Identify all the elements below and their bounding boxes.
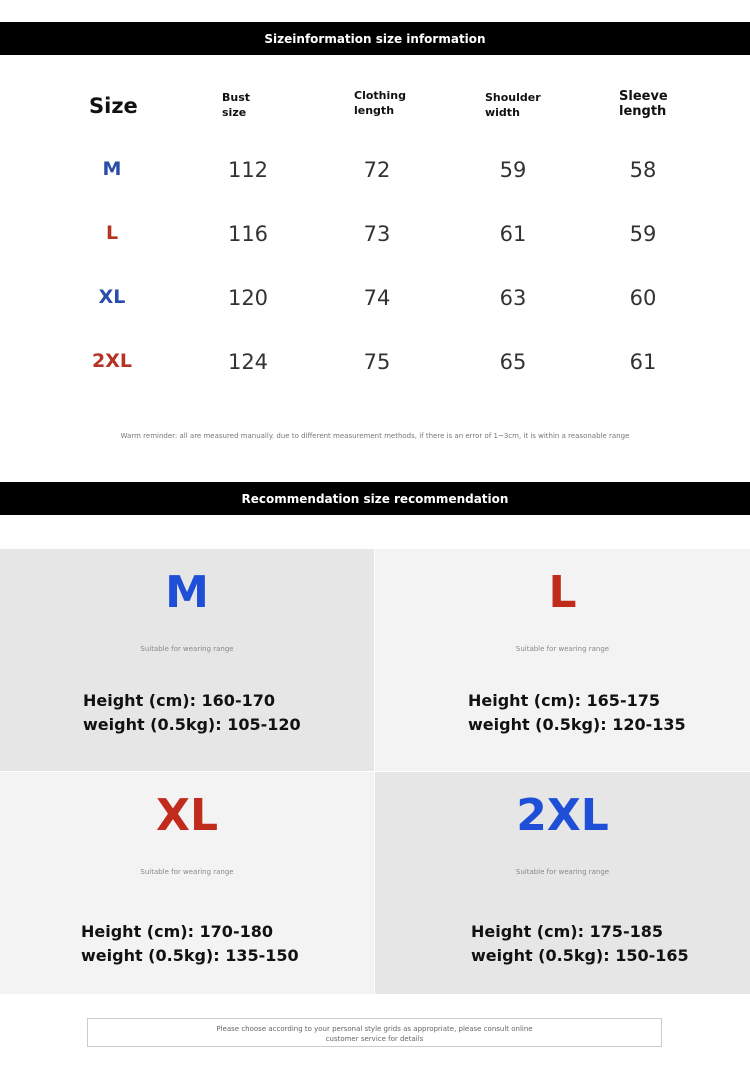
recommendation-tile-2xl xyxy=(375,772,750,994)
header-clothing-length: Clothing length xyxy=(354,89,406,117)
table-row xyxy=(0,222,750,262)
tile-size: M xyxy=(165,567,209,618)
row-bust: 112 xyxy=(227,158,269,182)
measurement-reminder: Warm reminder: all are measured manually. due to different measurement methods, if there is an error of 1~3cm, it is within a reasonable range xyxy=(120,432,630,440)
header-shoulder-width: Shoulder width xyxy=(485,91,541,119)
tile-size: L xyxy=(548,567,577,618)
recommendation-grid xyxy=(0,549,750,994)
recommendation-tile-xl xyxy=(0,772,374,994)
size-information-banner xyxy=(0,22,750,55)
tile-height: Height (cm): 160-170 xyxy=(83,691,275,710)
row-length: 72 xyxy=(363,158,391,182)
row-size: L xyxy=(105,222,119,244)
banner-title: Recommendation size recommendation xyxy=(241,491,509,506)
tile-ranges xyxy=(83,689,301,737)
header-sleeve-length: Sleeve length xyxy=(619,89,668,119)
tile-range-label: Suitable for wearing range xyxy=(140,645,234,653)
row-sleeve: 61 xyxy=(629,350,657,374)
footer-line: customer service for details xyxy=(325,1035,424,1043)
table-row xyxy=(0,350,750,390)
row-sleeve: 58 xyxy=(629,158,657,182)
row-bust: 116 xyxy=(227,222,269,246)
footer-notice xyxy=(87,1018,662,1047)
row-size: XL xyxy=(98,286,126,308)
banner-title: Sizeinformation size information xyxy=(264,31,486,46)
header-size: Size xyxy=(89,94,138,118)
tile-weight: weight (0.5kg): 150-165 xyxy=(471,946,689,965)
tile-size: 2XL xyxy=(516,790,609,841)
tile-size: XL xyxy=(156,790,218,841)
tile-weight: weight (0.5kg): 120-135 xyxy=(468,715,686,734)
tile-range-label: Suitable for wearing range xyxy=(515,645,610,653)
row-shoulder: 65 xyxy=(499,350,527,374)
tile-height: Height (cm): 165-175 xyxy=(468,691,660,710)
row-shoulder: 63 xyxy=(499,286,527,310)
tile-height: Height (cm): 175-185 xyxy=(471,922,663,941)
tile-height: Height (cm): 170-180 xyxy=(81,922,273,941)
row-sleeve: 60 xyxy=(629,286,657,310)
tile-weight: weight (0.5kg): 105-120 xyxy=(83,715,301,734)
recommendation-tile-l xyxy=(375,549,750,771)
tile-ranges xyxy=(81,920,299,968)
row-shoulder: 61 xyxy=(499,222,527,246)
row-bust: 120 xyxy=(227,286,269,310)
row-length: 73 xyxy=(363,222,391,246)
table-row xyxy=(0,158,750,198)
tile-ranges xyxy=(471,920,689,968)
table-row xyxy=(0,286,750,326)
tile-weight: weight (0.5kg): 135-150 xyxy=(81,946,299,965)
tile-ranges xyxy=(468,689,686,737)
recommendation-tile-m xyxy=(0,549,374,771)
row-sleeve: 59 xyxy=(629,222,657,246)
row-bust: 124 xyxy=(227,350,269,374)
row-size: 2XL xyxy=(92,350,132,372)
footer-line: Please choose according to your personal style grids as appropriate, please consult online xyxy=(216,1025,533,1033)
row-size: M xyxy=(102,158,122,180)
header-bust: Bust size xyxy=(222,91,251,119)
tile-range-label: Suitable for wearing range xyxy=(515,868,610,876)
row-length: 75 xyxy=(363,350,391,374)
row-length: 74 xyxy=(363,286,391,310)
size-recommendation-banner xyxy=(0,482,750,515)
tile-range-label: Suitable for wearing range xyxy=(140,868,234,876)
row-shoulder: 59 xyxy=(499,158,527,182)
